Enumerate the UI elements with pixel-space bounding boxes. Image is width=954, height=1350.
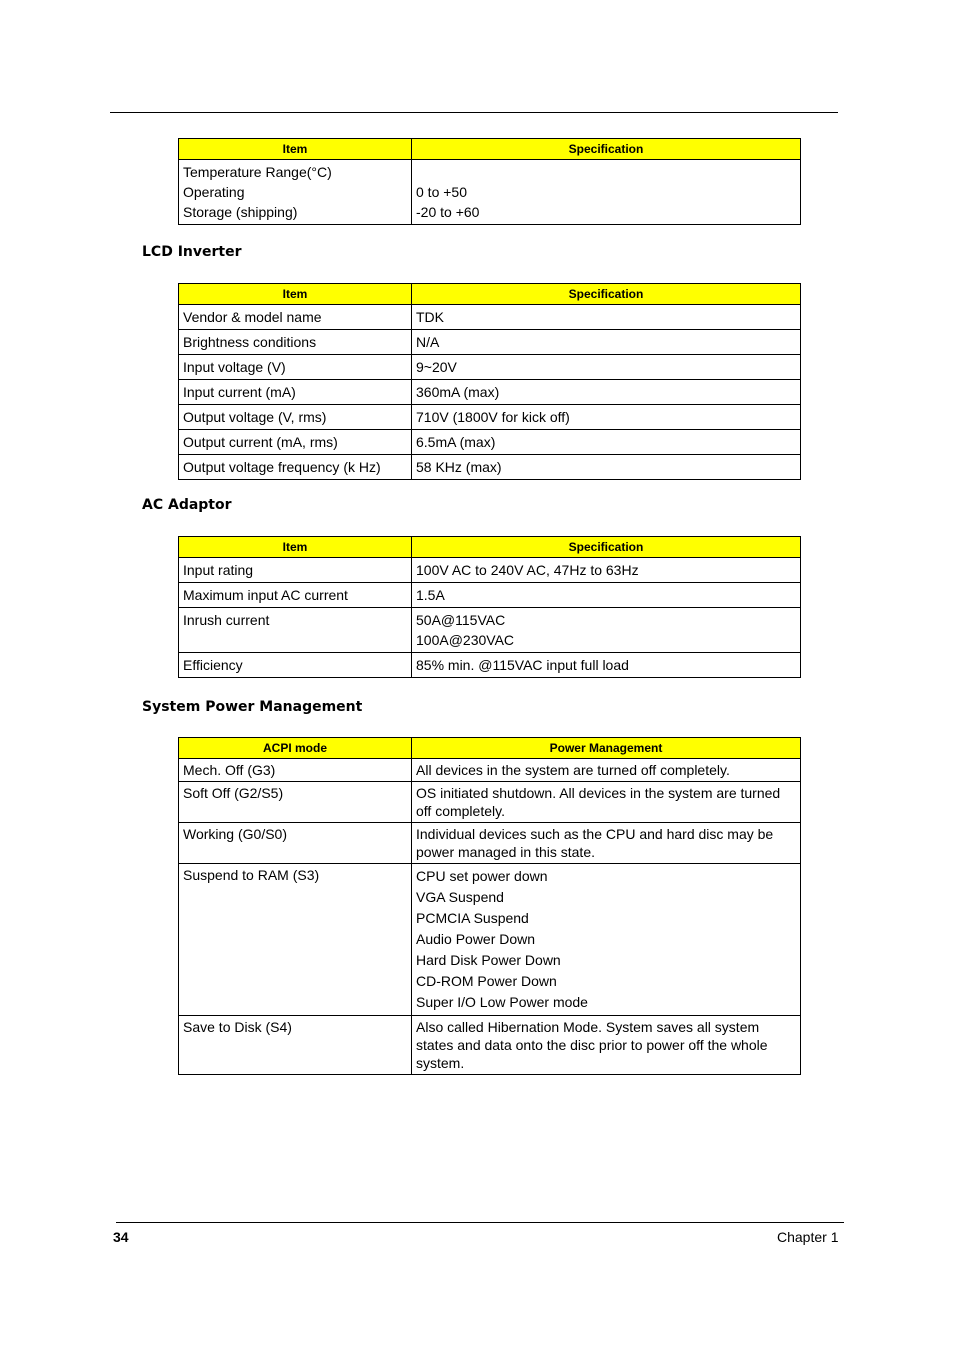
section-heading-ac-adaptor: AC Adaptor [142,497,232,513]
header-power-management: Power Management [412,738,801,759]
mode-cell: Mech. Off (G3) [179,759,412,782]
table-row [179,759,801,782]
section-heading-power-management: System Power Management [142,699,363,715]
header-specification: Specification [412,139,801,160]
spec-cell [412,583,801,608]
lcd-inverter-table [178,283,801,480]
cell-line: OS initiated shutdown. All devices in the system are turned off completely. [416,785,781,819]
cell-line: Also called Hibernation Mode. System saves all system states and data onto the disc prior to power off the whole system. [416,1019,768,1071]
table-header-row [179,284,801,305]
cell-line: Storage (shipping) [183,204,298,220]
table-row [179,455,801,480]
page-number: 34 [113,1229,129,1245]
table-header-row [179,738,801,759]
header-specification: Specification [412,284,801,305]
table-row [179,558,801,583]
bottom-rule [116,1222,844,1223]
table-row [179,305,801,330]
cell-line: -20 to +60 [416,204,480,220]
item-cell: Input current (mA) [179,380,412,405]
table-row [179,653,801,678]
table-row [179,355,801,380]
spec-cell: 710V (1800V for kick off) [412,405,801,430]
item-cell: Output current (mA, rms) [179,430,412,455]
table-row [179,330,801,355]
item-cell: Input voltage (V) [179,355,412,380]
item-cell: Output voltage (V, rms) [179,405,412,430]
header-acpi-mode: ACPI mode [179,738,412,759]
mode-cell: Save to Disk (S4) [179,1016,412,1075]
item-cell: Maximum input AC current [179,583,412,608]
top-rule [110,112,838,113]
item-cell: Input rating [179,558,412,583]
header-specification: Specification [412,537,801,558]
table-row [179,430,801,455]
spec-cell: N/A [412,330,801,355]
header-item: Item [179,537,412,558]
spec-cell [412,160,801,225]
desc-cell [412,782,801,823]
cell-line: VGA Suspend [416,889,504,905]
chapter-label: Chapter 1 [777,1229,839,1245]
cell-line: All devices in the system are turned off completely. [416,762,730,778]
table-row [179,608,801,653]
cell-line: Super I/O Low Power mode [416,994,588,1010]
cell-line: PCMCIA Suspend [416,910,529,926]
item-cell: Brightness conditions [179,330,412,355]
table-row [179,823,801,864]
cell-line: 100A@230VAC [416,632,515,648]
mode-cell: Working (G0/S0) [179,823,412,864]
mode-cell: Suspend to RAM (S3) [179,864,412,1016]
table-row [179,583,801,608]
spec-cell [412,608,801,653]
item-cell: Output voltage frequency (k Hz) [179,455,412,480]
cell-line: CD-ROM Power Down [416,973,557,989]
cell-line [416,162,796,182]
table-header-row [179,537,801,558]
mode-cell: Soft Off (G2/S5) [179,782,412,823]
table-header-row [179,139,801,160]
cell-line: Hard Disk Power Down [416,952,561,968]
spec-cell [412,558,801,583]
cell-line: 0 to +50 [416,184,467,200]
ac-adaptor-table [178,536,801,678]
spec-cell [412,653,801,678]
item-cell: Vendor & model name [179,305,412,330]
desc-cell [412,864,801,1016]
spec-cell: 9~20V [412,355,801,380]
temperature-table [178,138,801,225]
desc-cell [412,759,801,782]
table-row [179,1016,801,1075]
cell-line: Individual devices such as the CPU and hard disc may be power managed in this state. [416,826,774,860]
table-row [179,864,801,1016]
spec-cell: 6.5mA (max) [412,430,801,455]
item-cell: Inrush current [179,608,412,653]
table-row [179,782,801,823]
cell-line: 85% min. @115VAC input full load [416,657,629,673]
table-row [179,160,801,225]
spec-cell: 58 KHz (max) [412,455,801,480]
item-cell: Efficiency [179,653,412,678]
header-item: Item [179,284,412,305]
spec-cell: TDK [412,305,801,330]
cell-line: Temperature Range(°C) [183,164,332,180]
cell-line: Audio Power Down [416,931,536,947]
spec-cell: 360mA (max) [412,380,801,405]
item-cell [179,160,412,225]
desc-cell [412,823,801,864]
cell-line: CPU set power down [416,868,548,884]
section-heading-lcd-inverter: LCD Inverter [142,244,242,260]
power-management-table [178,737,801,1075]
header-item: Item [179,139,412,160]
cell-line: 1.5A [416,587,445,603]
table-row [179,380,801,405]
desc-cell [412,1016,801,1075]
cell-line: 100V AC to 240V AC, 47Hz to 63Hz [416,562,639,578]
cell-line: 50A@115VAC [416,612,506,628]
table-row [179,405,801,430]
cell-line: Operating [183,184,245,200]
